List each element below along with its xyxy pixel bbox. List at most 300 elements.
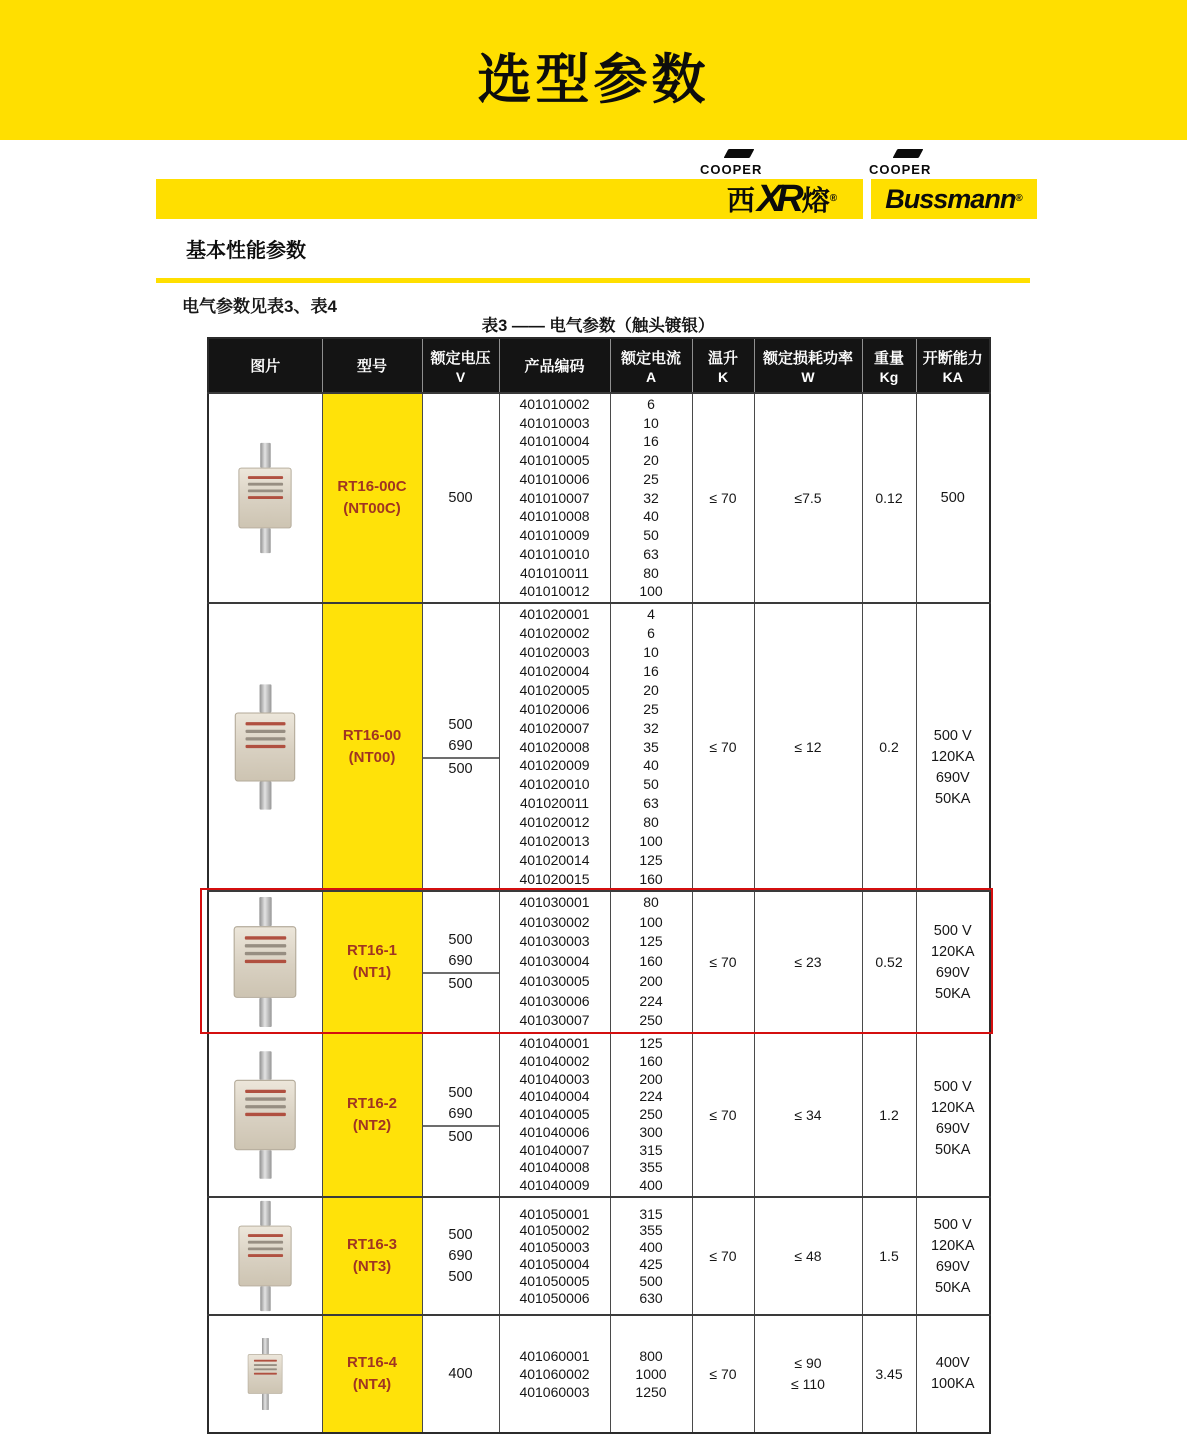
temp-rise-cell: ≤ 70 xyxy=(692,1315,754,1433)
rated-current-value: 6 xyxy=(647,624,655,641)
power-loss-cell xyxy=(754,1197,862,1315)
fuse-label-mark xyxy=(245,745,285,748)
product-code-value: 401020008 xyxy=(519,738,590,755)
breaking-value: 120KA xyxy=(930,1238,975,1254)
fuse-product-image xyxy=(212,1201,319,1311)
column-header-8 xyxy=(916,338,990,393)
fuse-top-blade xyxy=(259,684,271,712)
model-alt-name: (NT2) xyxy=(352,1117,392,1134)
model-name: RT16-2 xyxy=(346,1095,398,1112)
model-name: RT16-1 xyxy=(346,942,398,959)
column-header-line1: 额定损耗功率 xyxy=(762,349,853,367)
voltage-wrap xyxy=(423,1083,499,1148)
voltage-wrap xyxy=(423,930,499,995)
model-cell xyxy=(322,891,422,1033)
product-image-cell xyxy=(208,393,322,603)
breaking-capacity-cell xyxy=(916,891,990,1033)
power-loss-value: ≤ 12 xyxy=(794,738,822,755)
rated-current-value: 20 xyxy=(643,681,659,698)
voltage-top-values xyxy=(423,715,499,757)
power-loss-wrap xyxy=(755,737,862,758)
product-code-cell xyxy=(499,1315,610,1433)
rated-voltage-cell xyxy=(422,1315,499,1433)
model-group-row xyxy=(208,891,990,1033)
power-loss-value: ≤7.5 xyxy=(794,489,822,506)
model-group-row xyxy=(208,393,990,603)
column-header-6 xyxy=(754,338,862,393)
fuse-label-mark xyxy=(245,1105,285,1108)
model-cell xyxy=(322,1033,422,1197)
product-code-value: 401010003 xyxy=(519,414,590,431)
bussmann-logo-text: Bussmann xyxy=(885,183,1016,214)
product-code-value: 401030007 xyxy=(519,1012,590,1029)
breaking-value: 690V xyxy=(935,770,970,786)
power-loss-cell xyxy=(754,891,862,1033)
breaking-value: 120KA xyxy=(930,944,975,960)
rated-current-value: 125 xyxy=(639,852,663,869)
breaking-value: 100KA xyxy=(930,1376,975,1392)
voltage-value: 690 xyxy=(448,952,473,969)
model-cell xyxy=(322,393,422,603)
column-header-4 xyxy=(610,338,692,393)
rated-current-value: 50 xyxy=(643,527,659,544)
product-code-stack xyxy=(500,395,610,601)
breaking-value: 500 V xyxy=(933,923,972,939)
table-note: 电气参数见表3、表4 xyxy=(182,297,337,316)
rated-current-value: 224 xyxy=(639,992,663,1009)
voltage-wrap xyxy=(423,715,499,780)
power-loss-cell xyxy=(754,1033,862,1197)
voltage-value: 690 xyxy=(448,737,473,754)
product-code-value: 401020005 xyxy=(519,681,590,698)
product-code-value: 401020007 xyxy=(519,719,590,736)
product-code-stack xyxy=(500,1035,610,1195)
fuse-bottom-blade xyxy=(262,1394,269,1410)
voltage-bottom-values xyxy=(423,757,499,780)
voltage-value: 690 xyxy=(448,1105,473,1122)
product-code-value: 401050006 xyxy=(519,1289,590,1306)
voltage-bottom-values xyxy=(423,972,499,995)
voltage-bottom-values xyxy=(423,1125,499,1148)
model-cell xyxy=(322,603,422,891)
rated-current-value: 500 xyxy=(639,1272,663,1289)
power-loss-wrap xyxy=(755,1353,862,1395)
fuse-body xyxy=(235,712,295,781)
fuse-label-mark xyxy=(254,1368,277,1370)
rated-current-value: 315 xyxy=(639,1205,663,1222)
rated-current-value: 16 xyxy=(643,662,659,679)
product-code-cell xyxy=(499,1033,610,1197)
product-code-value: 401020015 xyxy=(519,871,590,888)
cooper-label-text: COOPER xyxy=(700,161,763,177)
electrical-parameters-table xyxy=(207,337,991,1434)
product-code-value: 401030002 xyxy=(519,913,590,930)
rated-current-value: 125 xyxy=(639,933,663,950)
rated-current-value: 32 xyxy=(643,489,659,506)
breaking-value: 50KA xyxy=(935,986,971,1002)
breaking-bottom-values xyxy=(919,963,988,1005)
fuse-label-mark xyxy=(245,1090,285,1093)
product-code-value: 401020011 xyxy=(519,795,590,812)
rated-current-stack xyxy=(611,1035,692,1195)
section-heading: 基本性能参数 xyxy=(186,240,306,262)
column-header-unit: Kg xyxy=(879,368,899,385)
breaking-capacity-wrap xyxy=(917,1209,990,1303)
rated-voltage-cell xyxy=(422,603,499,891)
section-divider-rule xyxy=(156,278,1030,283)
product-image-cell xyxy=(208,603,322,891)
weight-cell: 0.2 xyxy=(862,603,916,891)
product-code-stack xyxy=(500,1206,610,1307)
weight-cell: 1.2 xyxy=(862,1033,916,1197)
breaking-value: 50KA xyxy=(935,791,971,807)
header-row xyxy=(208,338,990,393)
power-loss-cell xyxy=(754,1315,862,1433)
fuse-label-mark xyxy=(254,1364,277,1366)
rated-current-cell xyxy=(610,1197,692,1315)
voltage-value: 500 xyxy=(448,1226,473,1243)
column-header-line1: 产品编码 xyxy=(524,358,585,375)
fuse-body xyxy=(239,468,292,529)
rated-current-value: 315 xyxy=(639,1141,663,1158)
rated-current-value: 1000 xyxy=(635,1365,667,1382)
fuse-label-mark xyxy=(248,496,283,499)
rated-current-value: 100 xyxy=(639,913,663,930)
breaking-value: 690V xyxy=(935,1120,970,1137)
breaking-value: 500 V xyxy=(933,1217,972,1233)
breaking-value: 690V xyxy=(935,1259,970,1275)
model-alt-name: (NT00) xyxy=(348,749,396,766)
product-code-stack xyxy=(500,893,610,1031)
breaking-value: 50KA xyxy=(935,1141,971,1158)
rated-current-value: 10 xyxy=(643,414,659,431)
column-header-unit: KA xyxy=(942,368,963,385)
bussmann-logo xyxy=(871,179,1037,219)
product-code-value: 401010004 xyxy=(519,433,590,450)
temp-rise-cell: ≤ 70 xyxy=(692,603,754,891)
rated-current-value: 250 xyxy=(639,1106,663,1123)
fuse-bottom-blade xyxy=(259,1150,271,1179)
product-code-value: 401030003 xyxy=(519,933,590,950)
model-alt-name: (NT3) xyxy=(352,1258,392,1275)
voltage-value: 500 xyxy=(448,1268,473,1285)
product-code-value: 401020009 xyxy=(519,757,590,774)
column-header-2 xyxy=(422,338,499,393)
power-loss-wrap xyxy=(755,488,862,509)
fuse-bottom-blade xyxy=(259,998,271,1027)
model-group-row xyxy=(208,1033,990,1197)
product-code-stack xyxy=(500,605,610,889)
cooper-label-text: COOPER xyxy=(869,161,932,177)
voltage-wrap xyxy=(423,488,499,509)
cooper-flag-icon xyxy=(724,149,755,158)
product-code-value: 401040008 xyxy=(519,1159,590,1176)
model-group-row xyxy=(208,1197,990,1315)
power-loss-wrap xyxy=(755,952,862,973)
xr-logo-left-char: 西 xyxy=(726,185,755,216)
breaking-top-values xyxy=(919,921,988,963)
fuse-body xyxy=(239,1226,292,1287)
fuse-label-mark xyxy=(245,737,285,740)
rated-current-stack xyxy=(611,395,692,601)
fuse-body xyxy=(234,1080,296,1150)
column-header-unit: V xyxy=(455,368,466,385)
model-alt-name: (NT4) xyxy=(352,1376,392,1393)
page-title: 选型参数 xyxy=(477,49,710,110)
breaking-top-values xyxy=(919,1077,988,1119)
voltage-top-values xyxy=(423,1083,499,1125)
fuse-label-mark xyxy=(248,483,283,486)
fuse-label-mark xyxy=(248,1247,283,1250)
product-code-value: 401010002 xyxy=(519,395,590,412)
fuse-bottom-blade xyxy=(260,1286,270,1311)
temp-rise-cell: ≤ 70 xyxy=(692,1033,754,1197)
model-alt-name: (NT00C) xyxy=(343,500,401,517)
rated-voltage-cell xyxy=(422,891,499,1033)
breaking-capacity-wrap xyxy=(917,1065,990,1166)
model-name: RT16-00C xyxy=(337,478,407,495)
column-header-unit: K xyxy=(717,368,729,385)
column-header-1 xyxy=(322,338,422,393)
product-image-cell xyxy=(208,891,322,1033)
column-header-0 xyxy=(208,338,322,393)
fuse-bottom-blade xyxy=(259,782,271,810)
model-name: RT16-00 xyxy=(342,727,402,744)
rated-current-cell xyxy=(610,603,692,891)
breaking-top-values xyxy=(941,488,965,509)
breaking-top-values xyxy=(919,1215,988,1257)
breaking-value: 400V xyxy=(935,1355,970,1371)
fuse-top-blade xyxy=(259,897,271,926)
product-code-value: 401010011 xyxy=(519,564,590,581)
fuse-label-mark xyxy=(245,944,286,947)
rated-current-value: 200 xyxy=(639,1070,663,1087)
fuse-label-mark xyxy=(254,1360,277,1362)
power-loss-value: ≤ 48 xyxy=(794,1247,822,1264)
voltage-top-values xyxy=(423,930,499,972)
fuse-label-mark xyxy=(245,960,286,963)
voltage-wrap xyxy=(423,1364,499,1385)
rated-current-stack xyxy=(611,893,692,1031)
rated-current-cell xyxy=(610,1033,692,1197)
fuse-label-mark xyxy=(245,722,285,725)
power-loss-cell xyxy=(754,393,862,603)
voltage-value: 500 xyxy=(448,1128,473,1145)
rated-current-value: 400 xyxy=(639,1239,663,1256)
model-name: RT16-3 xyxy=(346,1236,398,1253)
rated-current-value: 200 xyxy=(639,972,663,989)
rated-current-stack xyxy=(611,1206,692,1307)
model-group-row xyxy=(208,1315,990,1433)
rated-current-value: 100 xyxy=(639,833,663,850)
breaking-value: 50KA xyxy=(935,1280,971,1296)
product-code-value: 401060002 xyxy=(519,1365,590,1382)
rated-current-value: 25 xyxy=(643,470,659,487)
rated-voltage-cell xyxy=(422,1033,499,1197)
fuse-label-mark xyxy=(248,1234,283,1237)
rated-current-value: 224 xyxy=(639,1088,663,1105)
table-caption: 表3 —— 电气参数（触头镀银） xyxy=(481,317,715,335)
product-code-value: 401040009 xyxy=(519,1177,590,1194)
product-code-value: 401010010 xyxy=(519,545,590,562)
rated-current-value: 80 xyxy=(643,893,659,910)
breaking-bottom-values xyxy=(919,1119,988,1161)
product-code-value: 401040004 xyxy=(519,1088,590,1105)
fuse-label-mark xyxy=(248,476,283,479)
voltage-value: 500 xyxy=(448,1084,473,1101)
weight-cell: 3.45 xyxy=(862,1315,916,1433)
power-loss-value: ≤ 23 xyxy=(794,953,822,970)
voltage-value: 500 xyxy=(448,975,473,992)
rated-current-value: 630 xyxy=(639,1289,663,1306)
column-header-line1: 温升 xyxy=(707,349,738,367)
rated-current-value: 80 xyxy=(643,564,659,581)
rated-current-value: 125 xyxy=(639,1034,663,1051)
rated-current-value: 1250 xyxy=(635,1384,667,1401)
rated-current-value: 40 xyxy=(643,508,659,525)
weight-cell: 0.52 xyxy=(862,891,916,1033)
column-header-unit: W xyxy=(801,368,815,385)
power-loss-value: ≤ 90 xyxy=(794,1355,822,1371)
product-code-value: 401010007 xyxy=(519,489,590,506)
model-alt-name: (NT1) xyxy=(352,964,392,981)
fuse-top-blade xyxy=(262,1338,269,1354)
product-image-cell xyxy=(208,1197,322,1315)
power-loss-wrap xyxy=(755,1105,862,1126)
voltage-wrap xyxy=(423,1225,499,1288)
title-banner xyxy=(0,0,1187,140)
rated-voltage-cell xyxy=(422,1197,499,1315)
fuse-product-image xyxy=(212,443,319,553)
product-code-value: 401010009 xyxy=(519,527,590,544)
voltage-value: 500 xyxy=(448,489,473,506)
rated-current-value: 6 xyxy=(647,395,655,412)
breaking-capacity-cell xyxy=(916,1197,990,1315)
fuse-body xyxy=(234,926,297,998)
product-code-value: 401020013 xyxy=(519,833,590,850)
power-loss-cell xyxy=(754,603,862,891)
product-code-value: 401020012 xyxy=(519,814,590,831)
product-code-value: 401040007 xyxy=(519,1141,590,1158)
fuse-top-blade xyxy=(260,443,270,468)
fuse-top-blade xyxy=(259,1051,271,1080)
product-code-value: 401010008 xyxy=(519,508,590,525)
column-header-3 xyxy=(499,338,610,393)
breaking-value: 500 V xyxy=(933,728,972,744)
voltage-value: 500 xyxy=(448,931,473,948)
product-code-value: 401040003 xyxy=(519,1070,590,1087)
voltage-value: 400 xyxy=(448,1365,473,1382)
rated-current-value: 160 xyxy=(639,953,663,970)
rated-current-value: 100 xyxy=(639,583,663,600)
product-image-cell xyxy=(208,1033,322,1197)
rated-current-value: 40 xyxy=(643,757,659,774)
breaking-top-values xyxy=(919,726,988,768)
product-image-cell xyxy=(208,1315,322,1433)
model-name: RT16-4 xyxy=(346,1354,398,1371)
voltage-top-values xyxy=(423,1364,499,1385)
product-code-value: 401030004 xyxy=(519,953,590,970)
fuse-label-mark xyxy=(245,1097,285,1100)
fuse-label-mark xyxy=(245,730,285,733)
breaking-capacity-cell xyxy=(916,393,990,603)
breaking-bottom-values xyxy=(919,768,988,810)
product-code-value: 401020010 xyxy=(519,776,590,793)
fuse-label-mark xyxy=(248,1241,283,1244)
voltage-value: 500 xyxy=(448,716,473,733)
model-cell xyxy=(322,1315,422,1433)
column-header-5 xyxy=(692,338,754,393)
product-code-value: 401040002 xyxy=(519,1052,590,1069)
product-code-value: 401020001 xyxy=(519,605,590,622)
xr-logo-right-char: 熔 xyxy=(801,185,830,216)
product-code-value: 401050003 xyxy=(519,1239,590,1256)
product-code-stack xyxy=(500,1347,610,1402)
column-header-unit: A xyxy=(645,368,657,385)
fuse-body xyxy=(248,1354,283,1394)
cooper-xr-wordmark xyxy=(700,162,762,176)
rated-current-value: 800 xyxy=(639,1347,663,1364)
fuse-label-mark xyxy=(245,1113,285,1116)
fuse-product-image xyxy=(203,1051,327,1179)
rated-voltage-cell xyxy=(422,393,499,603)
product-code-value: 401040001 xyxy=(519,1034,590,1051)
rated-current-value: 425 xyxy=(639,1256,663,1272)
column-header-line1: 图片 xyxy=(250,358,281,375)
column-header-line1: 型号 xyxy=(356,358,387,375)
rated-current-value: 355 xyxy=(639,1222,663,1239)
registered-mark-icon: ® xyxy=(829,193,838,204)
breaking-value: 120KA xyxy=(930,749,975,765)
model-cell xyxy=(322,1197,422,1315)
product-code-value: 401040005 xyxy=(519,1106,590,1123)
temp-rise-cell: ≤ 70 xyxy=(692,393,754,603)
breaking-top-values xyxy=(931,1353,975,1395)
product-code-value: 401020003 xyxy=(519,643,590,660)
product-code-value: 401020014 xyxy=(519,852,590,869)
fuse-label-mark xyxy=(248,489,283,492)
rated-current-value: 160 xyxy=(639,871,663,888)
breaking-value: 690V xyxy=(935,965,970,981)
rated-current-value: 63 xyxy=(643,795,659,812)
power-loss-value: ≤ 110 xyxy=(791,1376,825,1392)
fuse-label-mark xyxy=(245,952,286,955)
breaking-capacity-cell xyxy=(916,1315,990,1433)
rated-current-value: 25 xyxy=(643,700,659,717)
product-code-value: 401030006 xyxy=(519,992,590,1009)
rated-current-value: 300 xyxy=(639,1123,663,1140)
product-code-value: 401060003 xyxy=(519,1384,590,1401)
voltage-top-values xyxy=(423,1225,499,1267)
voltage-top-values xyxy=(423,488,499,509)
breaking-value: 500 V xyxy=(933,1078,972,1095)
fuse-product-image xyxy=(202,897,328,1027)
fuse-label-mark xyxy=(245,936,286,939)
cooper-flag-icon xyxy=(893,149,924,158)
rated-current-value: 63 xyxy=(643,545,659,562)
voltage-value: 500 xyxy=(448,760,473,777)
breaking-capacity-cell xyxy=(916,1033,990,1197)
product-code-value: 401020004 xyxy=(519,662,590,679)
fuse-bottom-blade xyxy=(260,528,270,553)
power-loss-wrap xyxy=(755,1246,862,1267)
rated-current-stack xyxy=(611,1347,692,1402)
breaking-value: 120KA xyxy=(930,1099,975,1116)
product-code-value: 401020002 xyxy=(519,624,590,641)
product-code-cell xyxy=(499,393,610,603)
product-code-value: 401040006 xyxy=(519,1123,590,1140)
breaking-capacity-wrap xyxy=(917,913,990,1011)
